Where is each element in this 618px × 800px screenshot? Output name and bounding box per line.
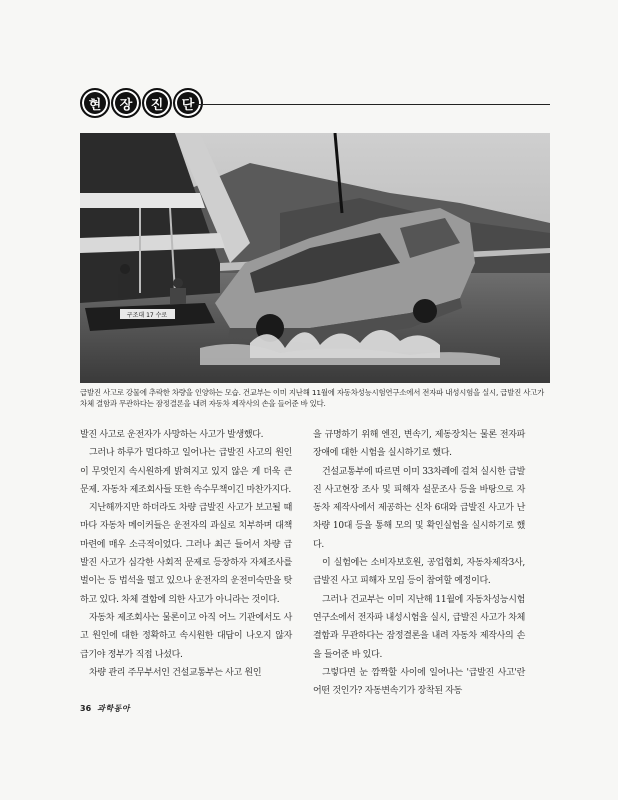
magazine-name: 과학동아 [97, 704, 131, 713]
badge-char: 현 [80, 88, 110, 118]
paragraph: 발진 사고로 운전자가 사망하는 사고가 발생했다. [80, 430, 264, 440]
paragraph: 을 규명하기 위해 엔진, 변속기, 제동장치는 물론 전자파 장애에 대한 시험을 실시하기로 했다. [313, 430, 525, 459]
news-photo [80, 133, 550, 383]
badge-char: 진 [142, 88, 172, 118]
article-column-left [80, 426, 292, 682]
photo-caption: 급발진 사고로 강물에 추락한 차량을 인양하는 모습. 건교부는 이미 지난해 11월에 자동차성능시험연구소에서 전자파 내성시험을 실시, 급발진 사고가 차체 결함과 무관하다는 잠정결론을 내려 자동차 제작사의 손을 들어준 바 있다. [80, 388, 545, 408]
header-rule [196, 104, 550, 105]
paragraph: 그러나 하루가 멀다하고 일어나는 급발진 사고의 원인이 무엇인지 속시원하게 밝혀지고 있지 않은 게 더욱 큰 문제. 자동차 제조회사들 또한 속수무책이긴 마찬가지다. [80, 448, 292, 495]
paragraph: 자동차 제조회사는 물론이고 아직 어느 기관에서도 사고 원인에 대한 정확하고 속시원한 대답이 나오지 않자 급기야 정부가 직접 나섰다. [80, 612, 292, 660]
section-header [80, 88, 550, 118]
paragraph: 차량 관리 주무부서인 건설교통부는 사고 원인 [89, 667, 262, 678]
badge-char: 장 [111, 88, 141, 118]
article-column-right [313, 426, 525, 700]
badge-char: 단 [173, 88, 203, 118]
paragraph: 건설교통부에 따르면 이미 33차례에 걸쳐 실시한 급발진 사고현장 조사 및 피해자 설문조사 등을 바탕으로 자동차 제작사에서 제공하는 신차 6대와 급발진 사고가 난 차량 10대 등을 통해 모의 및 확인실험을 실시하기로 했다. [313, 466, 525, 550]
car-recovery-photo [80, 133, 550, 383]
page-number: 36 [80, 704, 92, 713]
boat-label: 구조대 17 수로 [126, 312, 168, 319]
paragraph: 이 실험에는 소비자보호원, 공업협회, 자동차제작3사, 급발진 사고 피해자 모임 등이 참여할 예정이다. [313, 558, 525, 587]
page-footer [80, 703, 130, 714]
paragraph: 그러나 건교부는 이미 지난해 11월에 자동차성능시험연구소에서 전자파 내성시험을 실시, 급발진 사고가 차체 결함과 무관하다는 잠정결론을 내려 자동차 제작사의 손을 들어준 바 있다. [313, 594, 525, 660]
paragraph: 지난해까지만 하더라도 차량 급발진 사고가 보고될 때마다 자동차 메이커들은 운전자의 과실로 치부하며 대책마련에 매우 소극적이었다. 그러나 최근 들어서 차량 급발진 사고가 심각한 사회적 문제로 등장하자 자체조사를 벌이는 등 법석을 떨고 있으나 운전자의 운전미숙만을 탓하고 있다. 차체 결함에 의한 사고가 아니라는 것이다. [80, 503, 292, 605]
section-badge [80, 88, 203, 118]
paragraph: 그렇다면 눈 깜짝할 사이에 일어나는 '급발진 사고'란 어떤 것인가? 자동변속기가 장착된 자동 [313, 667, 525, 697]
